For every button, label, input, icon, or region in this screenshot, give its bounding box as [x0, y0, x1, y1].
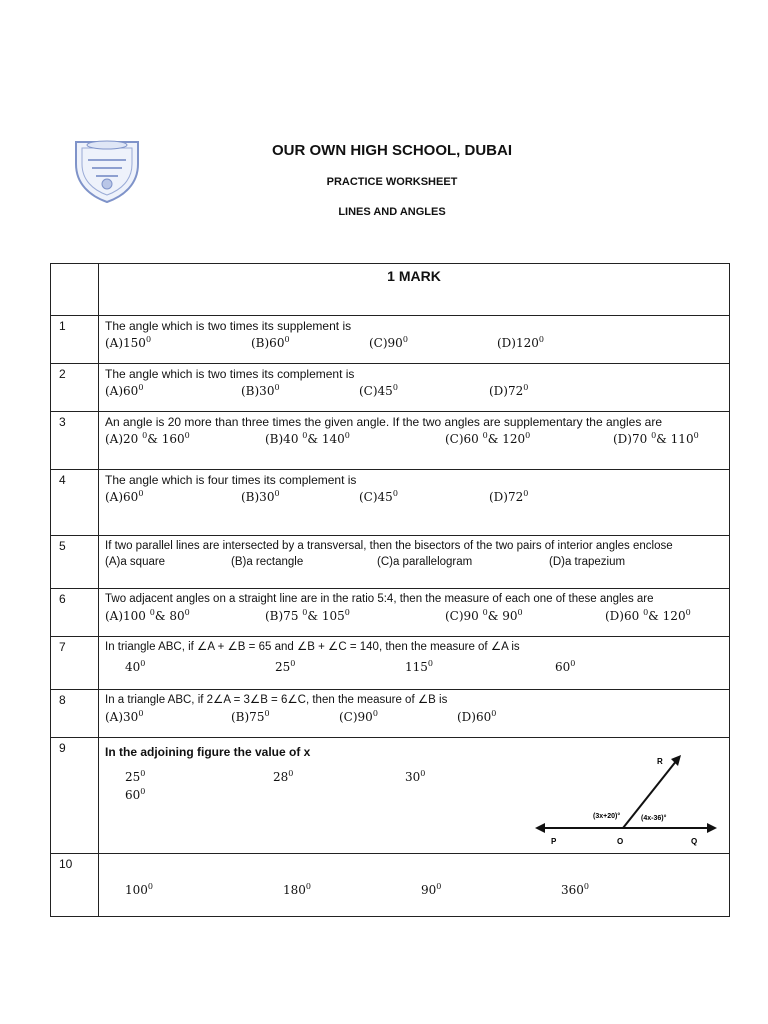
question-number: 3: [51, 412, 99, 470]
option-a[interactable]: 100: [125, 883, 148, 897]
table-row: [51, 536, 730, 589]
option-d[interactable]: (D)120: [497, 336, 539, 350]
option-a[interactable]: 40: [125, 660, 141, 674]
option-b[interactable]: (B)30: [241, 384, 275, 398]
option-b[interactable]: 28: [273, 770, 289, 784]
option-a[interactable]: (A)30: [105, 710, 139, 724]
option-d[interactable]: 60: [125, 788, 141, 802]
table-row: [51, 364, 730, 412]
table-header-row: [51, 264, 730, 316]
option-c[interactable]: 90: [421, 883, 437, 897]
option-a[interactable]: (A)20 $^0$& 160: [105, 431, 185, 446]
option-c[interactable]: (C)90 $^0$& 90: [445, 608, 518, 623]
label-o: O: [617, 837, 624, 846]
option-b[interactable]: (B)60: [251, 336, 285, 350]
question-number: 7: [51, 637, 99, 690]
option-row: $100^0$ $180^0$ $90^0$ $360^0$: [125, 882, 589, 897]
question-text: The angle which is two times its complement is: [105, 367, 355, 381]
option-row: $(A)30^0$ $(B)75^0$ $(C)90^0$ $(D)60^0$: [105, 709, 497, 724]
option-d[interactable]: (D)60: [457, 710, 492, 724]
option-a[interactable]: (A)150: [105, 336, 146, 350]
question-table: [50, 263, 730, 917]
option-d[interactable]: 360: [561, 883, 584, 897]
question-text: An angle is 20 more than three times the given angle. If the two angles are supplementary the angles are: [105, 415, 663, 429]
arrow-left-icon: [535, 823, 545, 833]
question-text: In a triangle ABC, if 2∠A = 3∠B = 6∠C, then the measure of ∠B is: [105, 694, 448, 706]
option-row: (A)20 $^0$& $160^0$ (B)40 $^0$& $140^0$ (C)60 $^0$& $120^0$ (D)70 $^0$& $110^0$: [105, 431, 699, 446]
option-row: $40^0$ $25^0$ $115^0$ $60^0$: [125, 659, 576, 674]
table-row: [51, 589, 730, 637]
table-row: [51, 470, 730, 536]
option-row: $(A)60^0$ $(B)30^0$ $(C)45^0$ $(D)72^0$: [105, 489, 529, 504]
table-row: [51, 316, 730, 364]
question-number: 5: [51, 536, 99, 589]
question-number: 10: [51, 854, 99, 917]
option-a[interactable]: (A)60: [105, 384, 139, 398]
table-row: [51, 637, 730, 690]
option-row: $(A)150^0$ $(B)60^0$ $(C)90^0$ $(D)120^0$: [105, 335, 544, 350]
question-text: [105, 856, 723, 882]
option-a[interactable]: 25: [125, 770, 141, 784]
option-c[interactable]: (C)90: [339, 710, 373, 724]
option-c[interactable]: 115: [405, 660, 428, 674]
question-number: 1: [51, 316, 99, 364]
option-c[interactable]: (C)90: [369, 336, 403, 350]
option-d[interactable]: (D)72: [489, 490, 524, 504]
question-number: 2: [51, 364, 99, 412]
arrow-right-icon: [707, 823, 717, 833]
option-c[interactable]: (C)45: [359, 490, 393, 504]
option-row-2: $60^0$: [125, 787, 146, 802]
option-d[interactable]: 60: [555, 660, 571, 674]
option-d[interactable]: (D)60 $^0$& 120: [605, 608, 686, 623]
option-b[interactable]: (B)75 $^0$& 105: [265, 608, 345, 623]
question-number: 9: [51, 738, 99, 854]
option-b[interactable]: (B)a rectangle: [231, 556, 304, 568]
question-number: 6: [51, 589, 99, 637]
right-angle-label: (4x-36)°: [641, 815, 667, 822]
question-text: The angle which is four times its complement is: [105, 473, 357, 487]
option-a[interactable]: (A)a square: [105, 556, 166, 568]
label-r: R: [657, 757, 663, 766]
question-text: If two parallel lines are intersected by a transversal, then the bisectors of the two pairs of interior angles enclose: [105, 540, 673, 552]
option-b[interactable]: (B)75: [231, 710, 265, 724]
left-angle-label: (3x+20)°: [593, 813, 621, 820]
table-row: [51, 412, 730, 470]
table-row: [51, 738, 730, 854]
option-d[interactable]: (D)72: [489, 384, 524, 398]
option-d[interactable]: (D)a trapezium: [549, 556, 626, 568]
table-row: [51, 854, 730, 917]
option-c[interactable]: (C)60 $^0$& 120: [445, 431, 526, 446]
table-row: [51, 690, 730, 738]
option-b[interactable]: 180: [283, 883, 306, 897]
option-c[interactable]: (C)a parallelogram: [377, 556, 473, 568]
label-p: P: [551, 837, 557, 846]
option-row: [105, 555, 723, 570]
worksheet-topic: LINES AND ANGLES: [338, 206, 446, 218]
question-number: 8: [51, 690, 99, 738]
section-heading: 1 MARK: [99, 264, 730, 316]
question-text: The angle which is two times its supplement is: [105, 319, 352, 333]
option-a[interactable]: (A)60: [105, 490, 139, 504]
label-q: Q: [691, 837, 698, 846]
option-row: (A)100 $^0$& $80^0$ (B)75 $^0$& $105^0$ (C)90 $^0$& $90^0$ (D)60 $^0$& $120^0$: [105, 608, 691, 623]
question-text: Two adjacent angles on a straight line are in the ratio 5:4, then the measure of each one of these angles are: [105, 593, 654, 605]
option-b[interactable]: (B)40 $^0$& 140: [265, 431, 345, 446]
option-a[interactable]: (A)100 $^0$& 80: [105, 608, 185, 623]
option-b[interactable]: 25: [275, 660, 291, 674]
worksheet-subtitle: PRACTICE WORKSHEET: [326, 176, 458, 188]
question-text: In triangle ABC, if ∠A + ∠B = 65 and ∠B + ∠C = 140, then the measure of ∠A is: [105, 641, 520, 653]
school-name: OUR OWN HIGH SCHOOL, DUBAI: [272, 142, 512, 159]
option-row: $(A)60^0$ $(B)30^0$ $(C)45^0$ $(D)72^0$: [105, 383, 529, 398]
option-row: $25^0$ $28^0$ $30^0$: [125, 769, 426, 784]
question-number: 4: [51, 470, 99, 536]
option-d[interactable]: (D)70 $^0$& 110: [613, 431, 694, 446]
option-c[interactable]: (C)45: [359, 384, 393, 398]
question-text: In the adjoining figure the value of x: [105, 745, 311, 759]
angle-figure: [531, 746, 721, 851]
option-c[interactable]: 30: [405, 770, 421, 784]
option-b[interactable]: (B)30: [241, 490, 275, 504]
